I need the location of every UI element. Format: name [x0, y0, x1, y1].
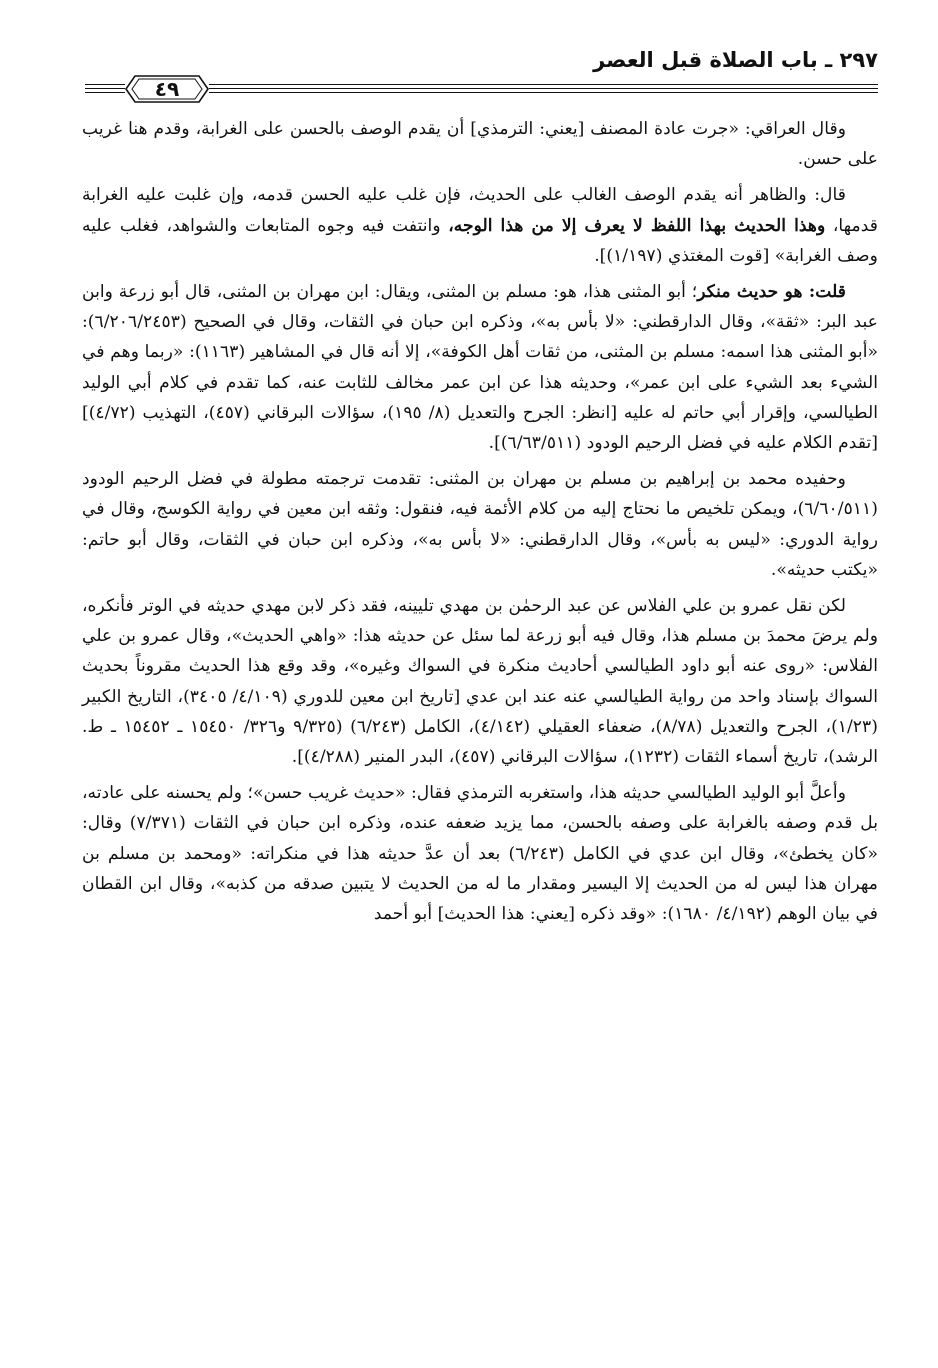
- paragraph-text: وقال العراقي: «جرت عادة المصنف [يعني: الترمذي] أن يقدم الوصف بالحسن على الغرابة، وقدم هنا غريب على حسن.: [82, 119, 878, 170]
- page-number: ٤٩: [154, 77, 180, 101]
- page-number-frame: [125, 74, 209, 104]
- paragraph: [82, 180, 878, 271]
- bold-text: قلت: هو حديث منكر: [697, 282, 846, 303]
- paragraph-text: لكن نقل عمرو بن علي الفلاس عن عبد الرحمٰن بن مهدي تليينه، فقد ذكر لابن مهدي حديثه في الوتر فأنكره، ولم يرضَ محمدَ بن مسلم هذا، وقال فيه أبو زرعة لما سئل عن حديثه هذا: «واهي الحديث»، وقال عمرو بن علي الفلاس: «روى عنه أبو داود الطيالسي أحاديث منكرة في السواك وغيره»، وقد وقع هذا الحديث مقروناً بحديث السواك بإسناد واحد من رواية الطيالسي عنه عند ابن عدي [تاريخ ابن معين للدوري (٤/١٠٩/ ٣٤٠٥)، التاريخ الكبير (١/٢٣)، الجرح والتعديل (٨/٧٨)، ضعفاء العقيلي (٤/١٤٢)، الكامل (٦/٢٤٣) (٩/٣٢٥ و٣٢٦/ ١٥٤٥٠ ـ ١٥٤٥٢ ـ ط. الرشد)، تاريخ أسماء الثقات (١٢٣٢)، سؤالات البرقاني (٤٥٧)، البدر المنير (٤/٢٨٨)].: [82, 596, 878, 768]
- paragraph: [82, 114, 878, 174]
- running-title: ٢٩٧ ـ باب الصلاة قبل العصر: [593, 48, 878, 72]
- main-text: [82, 114, 878, 935]
- paragraph: [82, 591, 878, 772]
- paragraph-text: وانتفت فيه وجوه المتابعات والشواهد، فغلب عليه وصف الغرابة» [قوت المغتذي (١/١٩٧)].: [82, 215, 878, 266]
- page-header: [85, 44, 878, 104]
- paragraph-text: ؛ أبو المثنى هذا، هو: مسلم بن المثنى، ويقال: ابن مهران بن المثنى، قال أبو زرعة وابن عبد البر: «ثقة»، وقال الدارقطني: «لا بأس به»، وذكره ابن حبان في الثقات، وقال في الصحيح (٦/٢٠٦/٢٤٥٣): «أبو المثنى هذا اسمه: مسلم بن المثنى، من ثقات أهل الكوفة»، إلا أنه قال في المشاهير (١١٦٣): «ربما وهم في الشيء بعد الشيء على ابن عمر»، وحديثه هذا عن ابن عمر مخالف للثابت عنه، كما تقدم في كلام أبي الوليد الطيالسي، وإقرار أبي حاتم له عليه [انظر: الجرح والتعديل (٨/ ١٩٥)، سؤالات البرقاني (٤٥٧)، التهذيب (٤/٧٢)] [تقدم الكلام عليه في فضل الرحيم الودود (٦/٦٣/٥١١)].: [82, 282, 878, 454]
- paragraph-text: وحفيده محمد بن إبراهيم بن مسلم بن مهران بن المثنى: تقدمت ترجمته مطولة في فضل الرحيم الودود (٦/٦٠/٥١١)، ويمكن تلخيص ما نحتاج إليه من كلام الأئمة فيه، فنقول: وثقه ابن معين في رواية الكوسج، وقال في رواية الدوري: «ليس به بأس»، وقال الدارقطني: «لا بأس به»، وذكره ابن حبان في الثقات، وقال أبو حاتم: «يكتب حديثه».: [82, 469, 878, 580]
- paragraph: [82, 778, 878, 929]
- bold-text: وهذا الحديث بهذا اللفظ لا يعرف إلا من هذا الوجه،: [448, 215, 826, 236]
- header-rule: [85, 74, 878, 108]
- paragraph-text: قال: والظاهر أنه يقدم الوصف الغالب على الحديث، فإن غلب عليه الحسن قدمه، وإن غلبت عليه الغرابة قدمها،: [82, 185, 878, 236]
- paragraph-text: وأعلَّ أبو الوليد الطيالسي حديثه هذا، واستغربه الترمذي فقال: «حديث غريب حسن»؛ ولم يحسنه على عادته، بل قدم وصفه بالغرابة على وصفه بالحسن، مما يزيد ضعفه عنده، وذكره ابن حبان في الثقات (٧/٣٧١) وقال: «كان يخطئ»، وقال ابن عدي في الكامل (٦/٢٤٣) بعد أن عدَّ حديثه هذا في منكراته: «ومحمد بن مسلم بن مهران هذا ليس له من الحديث إلا اليسير ومقدار ما له من الحديث لا يتبين صدقه من كذبه»، وقال ابن القطان في بيان الوهم (٤/١٩٢/ ١٦٨٠): «وقد ذكره [يعني: هذا الحديث] أبو أحمد: [82, 783, 878, 925]
- paragraph: [82, 277, 878, 458]
- paragraph: [82, 464, 878, 585]
